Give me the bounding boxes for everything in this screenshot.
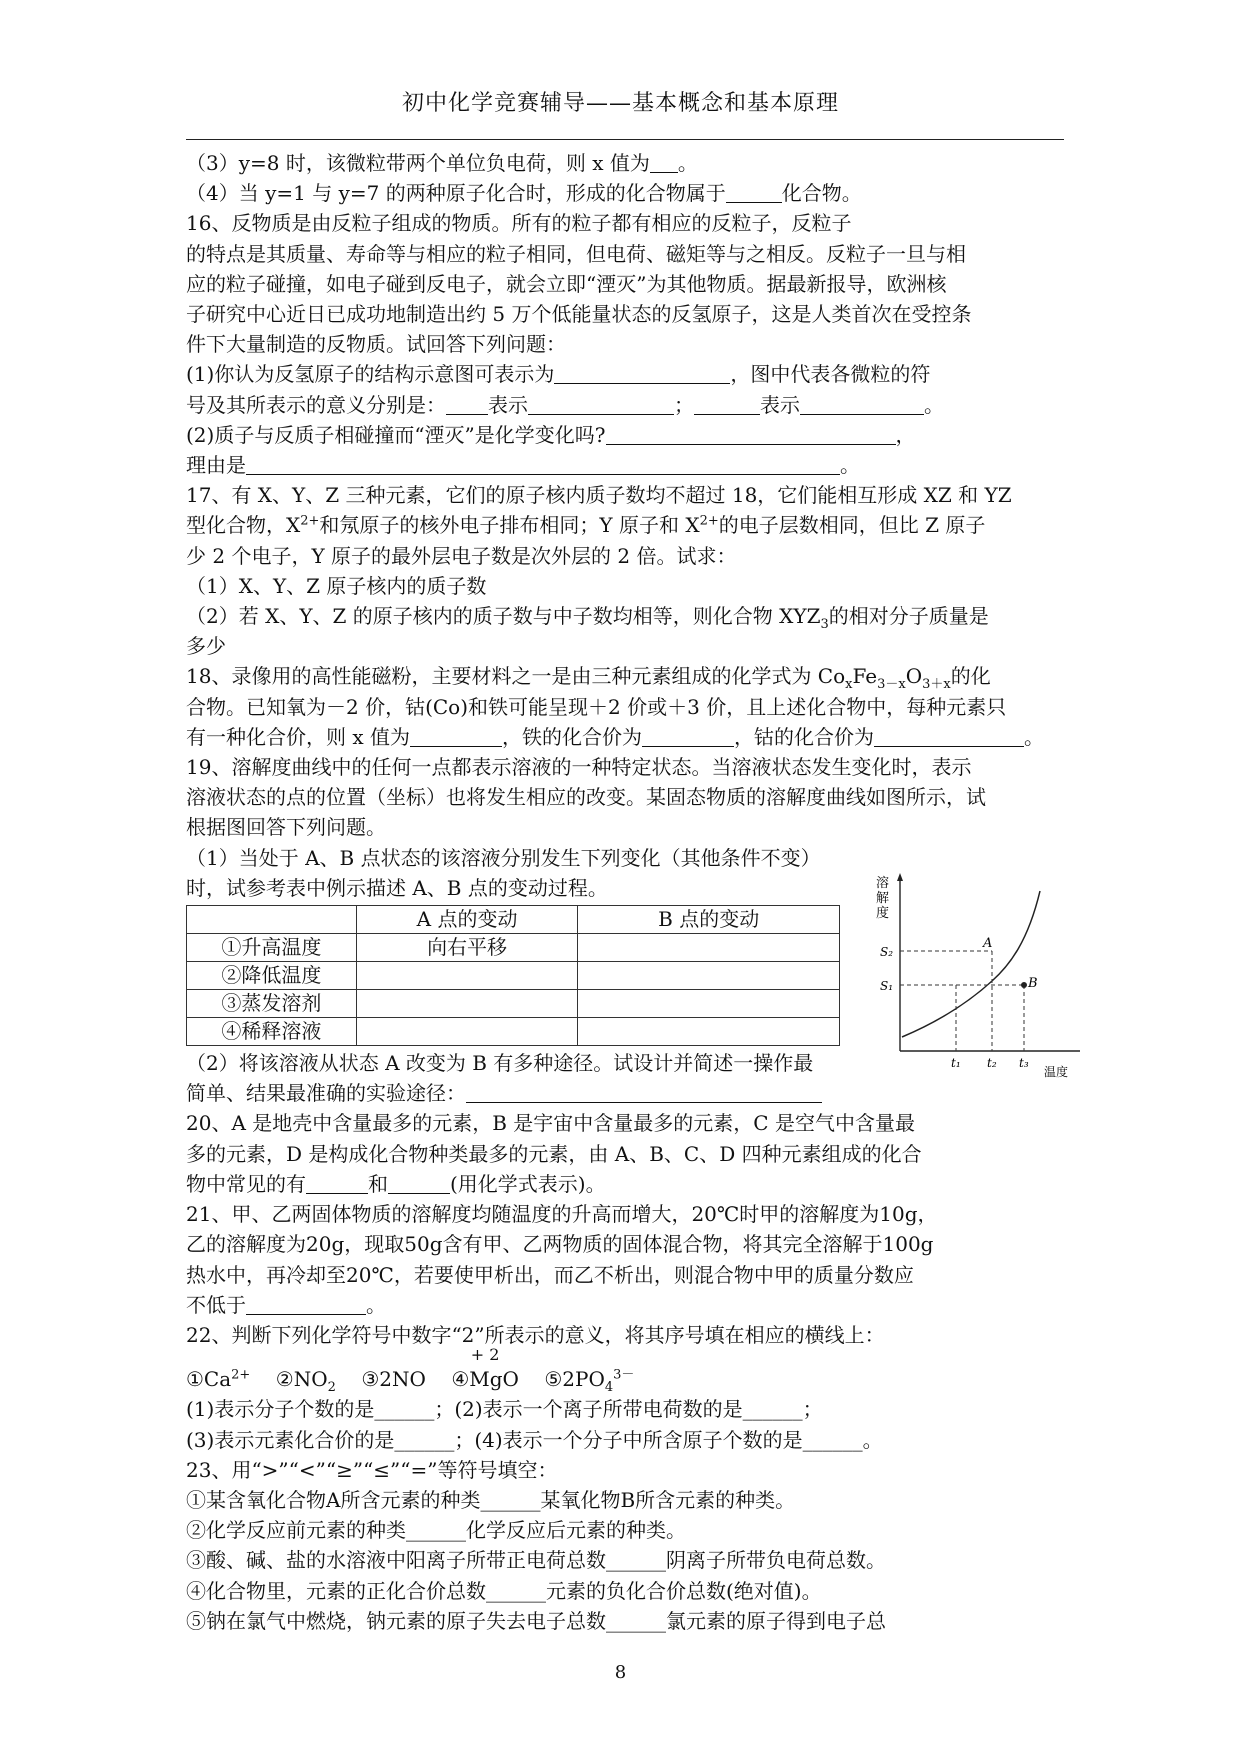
solubility-curve-diagram xyxy=(870,871,1090,1081)
q18-line: 18、录像用的高性能磁粉，主要材料之一是由三种元素组成的化学式为 $Co_xFe_{3-x}O_{3+x}$的化 xyxy=(186,664,991,693)
q17-line: 17、有 X、Y、Z 三种元素，它们的原子核内质子数均不超过 18，它们能相互形成 XZ 和 YZ xyxy=(186,483,1012,508)
answer-blank[interactable] xyxy=(606,424,896,445)
answer-blank[interactable] xyxy=(800,394,924,415)
q21-line: 不低于 。 xyxy=(186,1292,386,1317)
answer-blank[interactable] xyxy=(874,726,1024,747)
q15-part4: （4）当 y=1 与 y=7 的两种原子化合时，形成的化合物属于 化合物。 xyxy=(186,181,862,206)
table-cell[interactable] xyxy=(578,962,840,990)
answer-blank[interactable] xyxy=(388,1173,450,1194)
formula-ca-ion: $①Ca^{2+}$ xyxy=(186,1367,251,1392)
table-cell: ③蒸发溶剂 xyxy=(187,990,357,1018)
t2-label: t₂ xyxy=(987,1056,997,1070)
q19-line: 19、溶解度曲线中的任何一点都表示溶液的一种特定状态。当溶液状态发生变化时，表示 xyxy=(186,755,972,780)
q18-line: 合物。已知氧为－2 价，钴(Co)和铁可能呈现＋2 价或＋3 价，且上述化合物中，每种元素只 xyxy=(186,694,1007,719)
answer-blank[interactable] xyxy=(726,182,782,203)
q23-item: ①某含氧化合物A所含元素的种类______某氧化物B所含元素的种类。 xyxy=(186,1487,796,1512)
q21-line: 21、甲、乙两固体物质的溶解度均随温度的升高而增大，20℃时甲的溶解度为10g， xyxy=(186,1202,938,1227)
t3-label: t₃ xyxy=(1019,1056,1029,1070)
table-cell[interactable] xyxy=(356,990,578,1018)
y-label-char: 溶 xyxy=(876,876,890,891)
formula-no2: $②NO_2$ xyxy=(275,1367,336,1396)
table-row xyxy=(187,1018,840,1046)
table-header-cell xyxy=(187,906,357,934)
q20-line: 多的元素，D 是构成化合物种类最多的元素，由 A、B、C、D 四种元素组成的化合 xyxy=(186,1141,922,1166)
answer-blank[interactable] xyxy=(528,394,674,415)
table-header-cell: B 点的变动 xyxy=(578,906,840,934)
q23-line: 23、用“>”“<”“≥”“≤”“=”等符号填空： xyxy=(186,1457,558,1482)
table-row xyxy=(187,934,840,962)
answer-blank[interactable] xyxy=(650,152,678,173)
q16-question1-cont: 号及其所表示的意义分别是： 表示 ； 表示 。 xyxy=(186,392,944,417)
page-header: 初中化学竞赛辅导——基本概念和基本原理 xyxy=(401,91,839,116)
q20-line: 物中常见的有 和 (用化学式表示)。 xyxy=(186,1171,606,1196)
table-header-cell: A 点的变动 xyxy=(356,906,578,934)
q19-sub2: （2）将该溶液从状态 A 改变为 B 有多种途径。试设计并简述一操作最 xyxy=(186,1051,814,1076)
y-axis-arrow xyxy=(897,873,903,881)
q18-line: 有一种化合价，则 x 值为 ，铁的化合价为 ，钴的化合价为 。 xyxy=(186,724,1044,749)
formula-2no: ③2NO xyxy=(361,1367,426,1392)
answer-blank[interactable] xyxy=(554,363,730,384)
solubility-chart-svg xyxy=(870,871,1090,1081)
y-axis-label xyxy=(876,875,889,921)
table-cell[interactable]: 向右平移 xyxy=(356,934,578,962)
table-header-row xyxy=(187,906,840,934)
page-number: 8 xyxy=(614,1662,627,1683)
answer-blank[interactable] xyxy=(446,394,488,415)
answer-blank[interactable] xyxy=(642,726,734,747)
q16-line: 件下大量制造的反物质。试回答下列问题： xyxy=(186,332,566,357)
q20-line: 20、A 是地壳中含量最多的元素，B 是宇宙中含量最多的元素，C 是空气中含量最 xyxy=(186,1111,915,1136)
q22-formulas xyxy=(186,1345,1066,1396)
q22-line: 22、判断下列化学符号中数字“2”所表示的意义，将其序号填在相应的横线上： xyxy=(186,1322,885,1347)
q17-line: 型化合物，$X^{2+}$和氖原子的核外电子排布相同；Y 原子和 $X^{2+}$的电子层数相同，但比 Z 原子 xyxy=(186,513,986,538)
table-cell[interactable] xyxy=(578,990,840,1018)
x-axis-label: 温度 xyxy=(1044,1065,1069,1079)
table-cell: ①升高温度 xyxy=(187,934,357,962)
formula-mgo: + 2 ④MgO xyxy=(451,1345,519,1392)
answer-blank[interactable] xyxy=(306,1173,368,1194)
q16-question1: (1)你认为反氢原子的结构示意图可表示为 ，图中代表各微粒的符 xyxy=(186,362,931,387)
table-cell: ②降低温度 xyxy=(187,962,357,990)
q16-line: 子研究中心近日已成功地制造出约 5 万个低能量状态的反氢原子，这是人类首次在受控条 xyxy=(186,302,972,327)
answer-blank[interactable] xyxy=(246,1294,366,1315)
q19-line: 根据图回答下列问题。 xyxy=(186,815,386,840)
answer-blank[interactable] xyxy=(694,394,760,415)
q23-item: ⑤钠在氯气中燃烧，钠元素的原子失去电子总数______氯元素的原子得到电子总 xyxy=(186,1608,886,1633)
q16-line: 应的粒子碰撞，如电子碰到反电子，就会立即“湮灭”为其他物质。据最新报导，欧洲核 xyxy=(186,271,947,296)
formula-po4-ion: $⑤2PO_4^{3-}$ xyxy=(544,1367,635,1396)
table-row xyxy=(187,962,840,990)
header-rule xyxy=(186,139,1064,140)
q23-item: ②化学反应前元素的种类______化学反应后元素的种类。 xyxy=(186,1518,686,1543)
point-a-label: A xyxy=(983,936,993,951)
answer-blank[interactable] xyxy=(410,726,502,747)
table-cell: ④稀释溶液 xyxy=(187,1018,357,1046)
q21-line: 热水中，再冷却至20℃，若要使甲析出，而乙不析出，则混合物中甲的质量分数应 xyxy=(186,1262,914,1287)
q17-sub2-cont: 多少 xyxy=(186,634,226,659)
q22-answer-line: (3)表示元素化合价的是______；(4)表示一个分子中所含原子个数的是______。 xyxy=(186,1427,883,1452)
q23-item: ④化合物里，元素的正化合价总数______元素的负化合价总数(绝对值)。 xyxy=(186,1578,822,1603)
q17-sub1: （1）X、Y、Z 原子核内的质子数 xyxy=(186,573,487,598)
q21-line: 乙的溶解度为20g，现取50g含有甲、乙两物质的固体混合物，将其完全溶解于100g xyxy=(186,1232,934,1257)
table-cell[interactable] xyxy=(356,962,578,990)
point-b-marker xyxy=(1021,982,1027,988)
q19-line: 溶液状态的点的位置（坐标）也将发生相应的改变。某固态物质的溶解度曲线如图所示，试 xyxy=(186,785,986,810)
point-b-label: B xyxy=(1028,976,1038,991)
table-cell[interactable] xyxy=(578,934,840,962)
q16-line: 的特点是其质量、寿命等与相应的粒子相同，但电荷、磁矩等与之相反。反粒子一旦与相 xyxy=(186,241,966,266)
table-cell[interactable] xyxy=(356,1018,578,1046)
q16-question2-reason: 理由是 。 xyxy=(186,453,860,478)
table-row xyxy=(187,990,840,1018)
q15-part3: （3）y=8 时，该微粒带两个单位负电荷，则 x 值为 。 xyxy=(186,151,698,175)
t1-label: t₁ xyxy=(951,1056,961,1070)
y-label-char: 解 xyxy=(876,891,890,906)
q19-sub2-cont: 简单、结果最准确的实验途径： xyxy=(186,1078,1066,1108)
q16-question2: (2)质子与反质子相碰撞而“湮灭”是化学变化吗? ， xyxy=(186,422,916,447)
q19-table xyxy=(186,905,840,1046)
s2-label: S₂ xyxy=(880,945,894,959)
q16-line: 16、反物质是由反粒子组成的物质。所有的粒子都有相应的反粒子，反粒子 xyxy=(186,211,852,236)
q17-line: 少 2 个电子，Y 原子的最外层电子数是次外层的 2 倍。试求： xyxy=(186,543,737,568)
answer-blank[interactable] xyxy=(246,454,840,475)
s1-label: S₁ xyxy=(880,979,894,993)
y-label-char: 度 xyxy=(876,906,890,921)
q19-sub1-cont: 时，试参考表中例示描述 A、B 点的变动过程。 xyxy=(186,875,608,900)
q17-sub2: （2）若 X、Y、Z 的原子核内的质子数与中子数均相等，则化合物 $XYZ_3$的相对分子质量是 xyxy=(186,604,989,633)
table-cell[interactable] xyxy=(578,1018,840,1046)
q22-answer-line: (1)表示分子个数的是______；(2)表示一个离子所带电荷数的是______； xyxy=(186,1397,823,1422)
solubility-curve xyxy=(902,891,1040,1037)
answer-blank[interactable] xyxy=(466,1082,822,1103)
q23-item: ③酸、碱、盐的水溶液中阳离子所带正电荷总数______阴离子所带负电荷总数。 xyxy=(186,1548,886,1573)
q19-sub1: （1）当处于 A、B 点状态的该溶液分别发生下列变化（其他条件不变） xyxy=(186,845,821,870)
